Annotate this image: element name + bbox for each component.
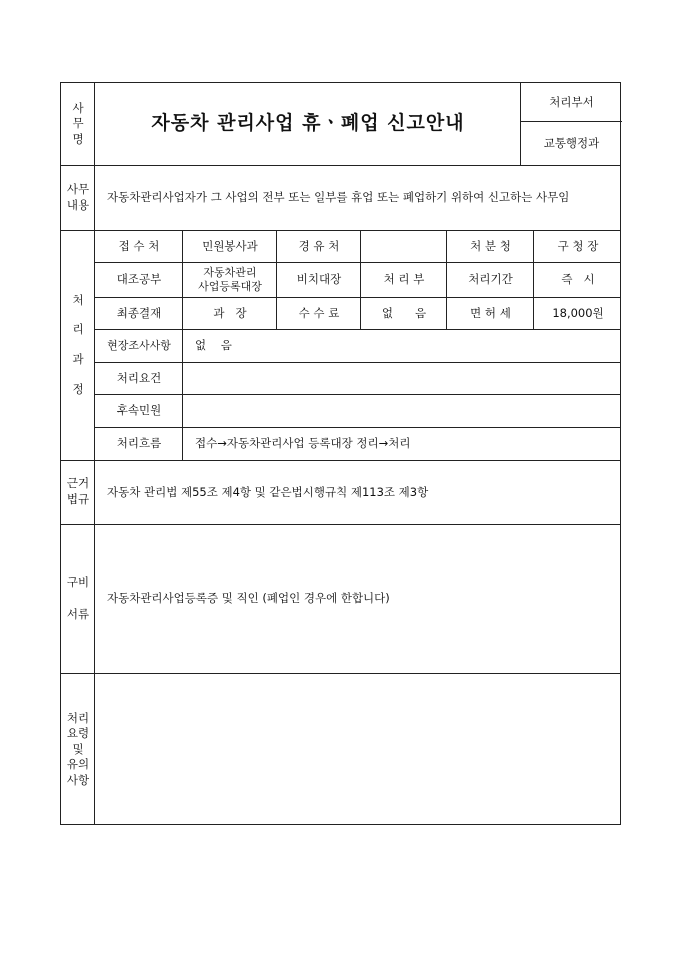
- process-label-char: 리: [72, 322, 84, 337]
- requirements-value: [183, 362, 622, 394]
- grid-line: [61, 524, 620, 525]
- documents-label-line: 서류: [66, 606, 90, 621]
- affair-name-label-char: 무: [72, 116, 84, 131]
- legal-label: [61, 460, 95, 524]
- license-tax-value: 18,000원: [552, 305, 604, 320]
- grid-line: [61, 230, 620, 231]
- grid-line: [61, 165, 620, 166]
- reception-label: 접 수 처: [118, 238, 160, 253]
- reception-value: 민원봉사과: [202, 238, 258, 253]
- ledger-value-line: 사업등록대장: [198, 279, 262, 293]
- via-value: [361, 230, 447, 262]
- dept-value: 교통행정과: [543, 135, 600, 150]
- civil-affairs-form: [60, 82, 621, 825]
- ledger-label: 대조공부: [116, 272, 162, 287]
- grid-line: [95, 329, 620, 330]
- flow-label: 처리흐름: [116, 436, 162, 451]
- final-approval-value: 과 장: [213, 305, 247, 320]
- affair-name-label-char: 사: [72, 100, 84, 115]
- grid-line: [533, 230, 534, 329]
- ledger-value: [183, 262, 277, 297]
- processing-dept-label: 처 리 부: [383, 272, 425, 287]
- notes-label-line: 유의: [66, 757, 90, 772]
- legal-label-line: 법규: [66, 492, 90, 506]
- dispose-label: 처 분 청: [470, 238, 511, 253]
- period-value: 즉 시: [561, 272, 595, 287]
- process-label-char: 과: [72, 352, 84, 366]
- dispose-value: 구 청 장: [557, 238, 599, 253]
- process-label: [61, 230, 95, 460]
- process-label-char: 처: [72, 292, 84, 307]
- grid-line: [182, 230, 183, 460]
- notes-label-line: 및: [72, 741, 84, 756]
- grid-line: [61, 460, 620, 461]
- notes-label-line: 사항: [66, 772, 90, 787]
- flow-value: 접수→자동차관리사업 등록대장 정리→처리: [195, 436, 411, 451]
- legal-label-line: 근거: [66, 476, 90, 491]
- survey-label: 현장조사사항: [107, 338, 171, 352]
- grid-line: [61, 673, 620, 674]
- content-label-line: 내용: [66, 197, 90, 212]
- notes-text: [95, 673, 622, 826]
- notes-label-line: 요령: [66, 726, 90, 741]
- grid-line: [446, 230, 447, 329]
- fee-label: 수 수 료: [298, 305, 340, 320]
- grid-line: [95, 394, 620, 395]
- grid-line: [95, 297, 620, 298]
- via-label: 경 유 처: [298, 238, 340, 253]
- grid-line: [276, 230, 277, 329]
- grid-line: [95, 262, 620, 263]
- ledger-value-line: 자동차관리: [203, 265, 257, 279]
- filing-label: 비치대장: [296, 272, 342, 287]
- affair-name-label-char: 명: [72, 131, 84, 146]
- page-title: 자동차 관리사업 휴ㆍ폐업 신고안내: [151, 112, 465, 135]
- grid-line: [95, 427, 620, 428]
- followup-label: 후속민원: [116, 403, 162, 418]
- documents-text: 자동차관리사업등록증 및 직인 (폐업인 경우에 한합니다): [107, 591, 390, 606]
- license-tax-label: 면 허 세: [470, 305, 511, 320]
- dept-label: 처리부서: [549, 94, 594, 109]
- fee-value: 없 음: [381, 305, 427, 320]
- notes-label: [61, 673, 95, 826]
- grid-line: [520, 83, 521, 165]
- followup-value: [183, 394, 622, 427]
- grid-line: [94, 83, 95, 824]
- affair-name-label: [61, 83, 95, 165]
- process-label-char: 정: [72, 381, 84, 396]
- content-label-line: 사무: [66, 181, 90, 196]
- notes-label-line: 처리: [66, 710, 90, 725]
- grid-line: [95, 362, 620, 363]
- content-text: 자동차관리사업자가 그 사업의 전부 또는 일부를 휴업 또는 폐업하기 위하여 신고하는 사무임: [107, 190, 570, 205]
- survey-value: 없 음: [195, 338, 232, 353]
- requirements-label: 처리요건: [116, 370, 162, 385]
- grid-line: [360, 230, 361, 329]
- documents-label-line: 구비: [66, 574, 90, 589]
- period-label: 처리기간: [468, 272, 513, 287]
- final-approval-label: 최종결재: [116, 305, 162, 320]
- content-label: [61, 165, 95, 230]
- legal-text: 자동차 관리법 제55조 제4항 및 같은법시행규칙 제113조 제3항: [107, 484, 429, 499]
- documents-label: [61, 524, 95, 673]
- grid-line: [521, 121, 622, 122]
